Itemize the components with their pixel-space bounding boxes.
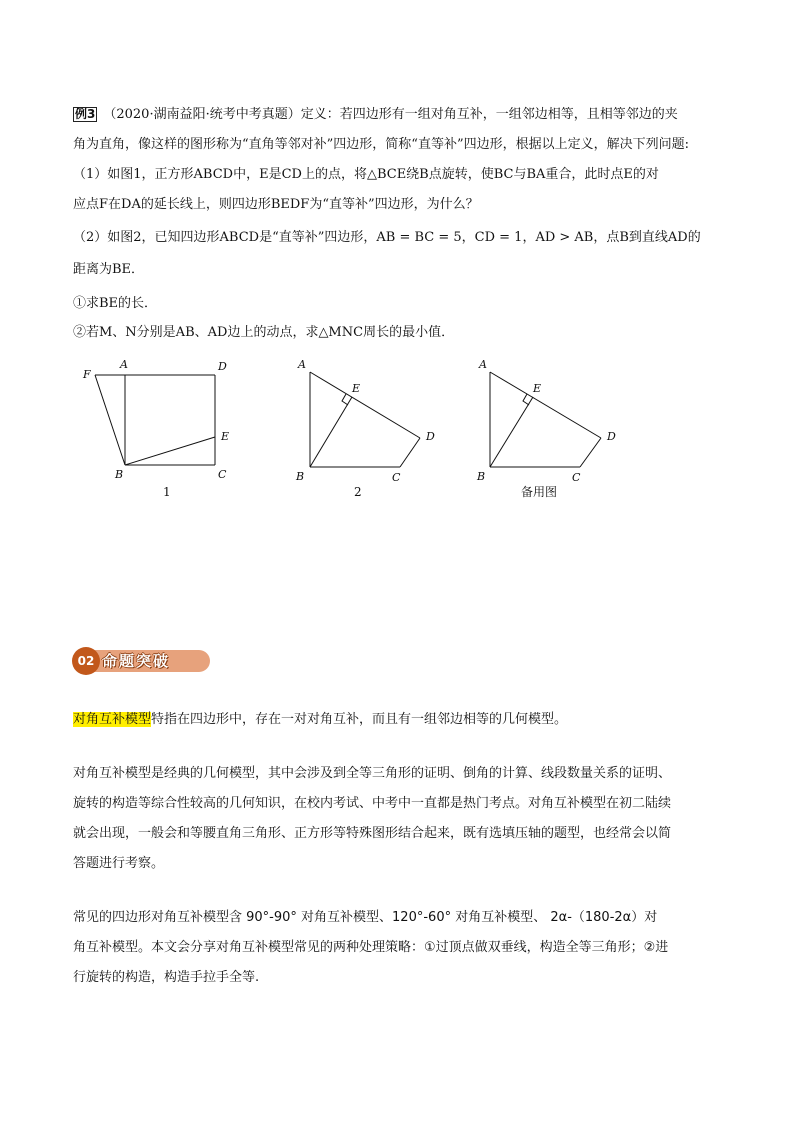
para2-line-3: 就会出现，一般会和等腰直角三角形、正方形等特殊图形结合起来，既有选填压轴的题型，也经常会以简 bbox=[73, 826, 672, 841]
intro-highlight: 对角互补模型 bbox=[73, 712, 152, 727]
example-line-3: （1）如图1，正方形ABCD中，E是CD上的点，将△BCE绕B点旋转，使BC与BA重合，此时点E的对 bbox=[73, 167, 659, 182]
example-line-7: ①求BE的长． bbox=[73, 296, 158, 311]
section-number: 02 bbox=[72, 647, 100, 675]
example-line-4: 应点F在DA的延长线上，则四边形BEDF为“直等补”四边形，为什么？ bbox=[73, 197, 479, 212]
fig3-label-D: D bbox=[607, 430, 616, 443]
section-banner bbox=[72, 647, 212, 675]
example-line-1 bbox=[73, 107, 678, 123]
fig2-caption: 2 bbox=[354, 485, 362, 499]
para2-line-4: 答题进行考察。 bbox=[73, 856, 165, 871]
fig1-label-F: F bbox=[83, 368, 91, 381]
intro-rest: 特指在四边形中，存在一对对角互补，而且有一组邻边相等的几何模型。 bbox=[151, 712, 568, 727]
example-line-8: ②若M、N分别是AB、AD边上的动点，求△MNC周长的最小值． bbox=[73, 325, 455, 340]
figure-1 bbox=[82, 358, 229, 499]
fig1-label-D: D bbox=[218, 360, 227, 373]
para3-line-3: 行旋转的构造，构造手拉手全等. bbox=[73, 970, 260, 985]
fig1-label-C: C bbox=[218, 468, 227, 481]
figure-2 bbox=[295, 358, 435, 499]
figure-3-spare bbox=[476, 358, 616, 499]
fig1-label-A: A bbox=[120, 358, 128, 371]
fig3-caption: 备用图 bbox=[521, 485, 558, 499]
fig1-label-E: E bbox=[221, 430, 230, 443]
fig3-label-E: E bbox=[533, 382, 542, 395]
fig3-label-B: B bbox=[477, 470, 486, 483]
intro-paragraph bbox=[73, 712, 567, 728]
geometry-figures bbox=[70, 350, 630, 510]
para3-line-1: 常见的四边形对角互补模型含 90°-90° 对角互补模型、120°-60° 对角互补模型、 2α-（180-2α）对 bbox=[73, 910, 658, 925]
section-title: 命题突破 bbox=[102, 652, 171, 670]
fig2-label-B: B bbox=[296, 470, 305, 483]
example-tag: 例3 bbox=[75, 107, 96, 121]
fig2-label-D: D bbox=[426, 430, 435, 443]
example-line-5: （2）如图2，已知四边形ABCD是“直等补”四边形，AB = BC = 5，CD = 1，AD > AB，点B到直线AD的 bbox=[73, 230, 701, 245]
fig2-label-C: C bbox=[392, 471, 401, 484]
example-line-2: 角为直角，像这样的图形称为“直角等邻对补”四边形，简称“直等补”四边形，根据以上定义，解决下列问题: bbox=[73, 137, 689, 152]
example-text-1: （2020·湖南益阳·统考中考真题）定义：若四边形有一组对角互补，一组邻边相等，且相等邻边的夹 bbox=[103, 107, 678, 122]
para2-line-2: 旋转的构造等综合性较高的几何知识，在校内考试、中考中一直都是热门考点。对角互补模型在初二陆续 bbox=[73, 796, 672, 811]
fig3-label-C: C bbox=[572, 471, 581, 484]
fig1-label-B: B bbox=[115, 468, 124, 481]
fig3-label-A: A bbox=[479, 358, 487, 371]
para2-line-1: 对角互补模型是经典的几何模型，其中会涉及到全等三角形的证明、倒角的计算、线段数量关系的证明、 bbox=[73, 766, 672, 781]
fig1-caption: 1 bbox=[163, 485, 171, 499]
fig2-label-E: E bbox=[352, 382, 361, 395]
example-line-6: 距离为BE． bbox=[73, 262, 145, 277]
para3-line-2: 角互补模型。本文会分享对角互补模型常见的两种处理策略：①过顶点做双垂线，构造全等三角形；②进 bbox=[73, 940, 669, 955]
fig2-label-A: A bbox=[298, 358, 306, 371]
